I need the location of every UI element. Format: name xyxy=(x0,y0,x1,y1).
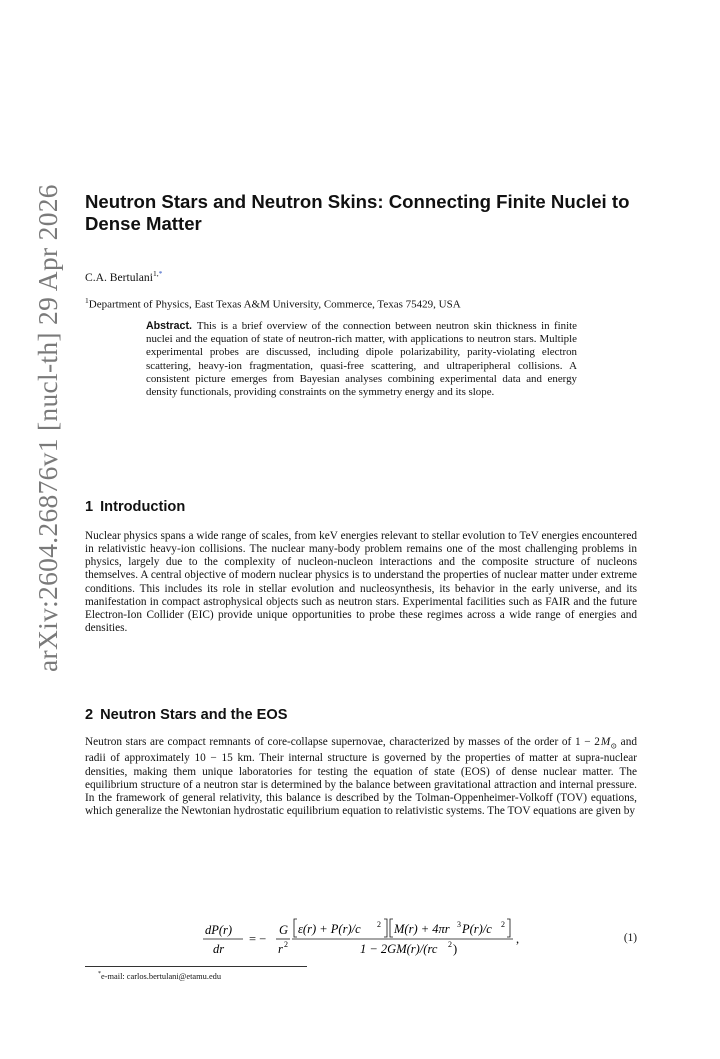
eq-bracket2-text-b: P(r)/c xyxy=(462,922,492,936)
introduction-paragraph: Nuclear physics spans a wide range of scales, from keV energies relevant to stellar evolution to TeV energies encountered in relativistic heavy-ion collisions. The nuclear many-body problem remains one of the most challenging problems in physics, largely due to the complexity of nucleon-nucleon interactions and the composite structure of nucleons themselves. A central objective of modern nuclear physics is to understand the properties of nuclear matter under extreme conditions. This includes its role in stellar evolution and nucleosynthesis, its behavior in the early universe, and its manifestation in compact astrophysical objects such as neutron stars. Experimental facilities such as FAIR and the future Electron-Ion Collider (EIC) provide unique opportunities to probe these regimes across a wide range of energies and densities. xyxy=(85,530,637,635)
affiliation-mark: 1 xyxy=(85,296,89,305)
eq-equals-minus: = − xyxy=(249,932,267,946)
eq-lhs-denominator: dr xyxy=(213,942,225,956)
section-heading-introduction xyxy=(85,499,185,515)
neutron-stars-paragraph: Neutron stars are compact remnants of core-collapse supernovae, characterized by masses of the order of 1 − 2 $M_⊙$ and radii of approximately 10 − 15 km. Their internal structure is governed by the properties of matter at supra-nuclear densities, making them unique laboratories for testing the equation of state (EOS) of dense nuclear matter. The equilibrium structure of a neutron star is determined by the balance between gravitational attraction and internal pressure. In the framework of general relativity, this balance is described by the Tolman-Oppenheimer-Volkoff (TOV) equations, which generalize the Newtonian hydrostatic equilibrium equation to relativistic systems. The TOV equations are given by xyxy=(85,736,637,818)
arxiv-identifier-stamp: arXiv:2604.26876v1 [nucl-th] 29 Apr 2026 xyxy=(32,184,63,672)
tov-equation-formula xyxy=(203,917,533,963)
eq-g-numerator: G xyxy=(279,923,289,937)
mass-range: 1 − 2 xyxy=(574,736,600,748)
eq-main-denominator-close: ) xyxy=(453,942,458,956)
tov-equation xyxy=(85,917,637,963)
section-number: 1 xyxy=(85,499,94,515)
eq-main-denominator-exponent: 2 xyxy=(448,940,452,949)
radius-range: 10 − 15 xyxy=(194,752,233,765)
eq-bracket2-exponent-a: 3 xyxy=(457,920,461,929)
eq-bracket1-left xyxy=(294,919,297,937)
section-title: Introduction xyxy=(100,499,186,515)
section-number: 2 xyxy=(85,707,94,723)
abstract-label: Abstract. xyxy=(146,320,192,332)
footnote-email[interactable]: e-mail: carlos.bertulani@etamu.edu xyxy=(101,971,222,981)
affiliation xyxy=(85,296,461,311)
eq-bracket1-exponent: 2 xyxy=(377,920,381,929)
eq-bracket1-text: ε(r) + P(r)/c xyxy=(298,922,361,936)
abstract xyxy=(146,320,577,399)
eq-lhs-numerator: dP(r) xyxy=(205,923,233,937)
eq-bracket2-right xyxy=(507,919,510,937)
eq-bracket2-left xyxy=(390,919,393,937)
eq-main-denominator: 1 − 2GM(r)/(rc xyxy=(360,942,438,956)
eq-trailing-comma: , xyxy=(516,932,520,946)
solar-mass-symbol: M xyxy=(600,736,611,748)
section-title: Neutron Stars and the EOS xyxy=(100,707,288,723)
corresponding-author-link[interactable]: * xyxy=(158,269,163,278)
section-heading-neutron-stars-eos xyxy=(85,707,287,723)
footnote xyxy=(98,971,221,981)
eq-bracket2-exponent-b: 2 xyxy=(501,920,505,929)
author-name: C.A. Bertulani xyxy=(85,270,153,284)
eq-g-denominator: r xyxy=(278,942,283,956)
affiliation-text: Department of Physics, East Texas A&M University, Commerce, Texas 75429, USA xyxy=(88,298,461,311)
paper-title: Neutron Stars and Neutron Skins: Connecting Finite Nuclei to Dense Matter xyxy=(85,191,630,234)
footnote-divider xyxy=(85,966,307,967)
eq-bracket2-text-a: M(r) + 4πr xyxy=(394,922,450,936)
author-affiliation-mark: 1,* xyxy=(152,269,163,278)
author-line xyxy=(85,269,162,284)
abstract-text: This is a brief overview of the connection between neutron skin thickness in finite nuclei and the equation of state of neutron-rich matter, with applications to neutron stars. Multiple experimental probes are discussed, including dipole polarizability, parity-violating electron scattering, heavy-ion fragmentation, quasi-free scattering, and ultraperipheral collisions. A consistent picture emerges from Bayesian analyses combining experimental data and energy density functionals, providing constraints on the symmetry energy and its slope. xyxy=(146,320,577,399)
eq-g-denominator-exponent: 2 xyxy=(284,940,288,949)
footnote-mark: * xyxy=(98,971,101,977)
eq-bracket1-right xyxy=(384,919,387,937)
equation-number: (1) xyxy=(623,932,637,944)
